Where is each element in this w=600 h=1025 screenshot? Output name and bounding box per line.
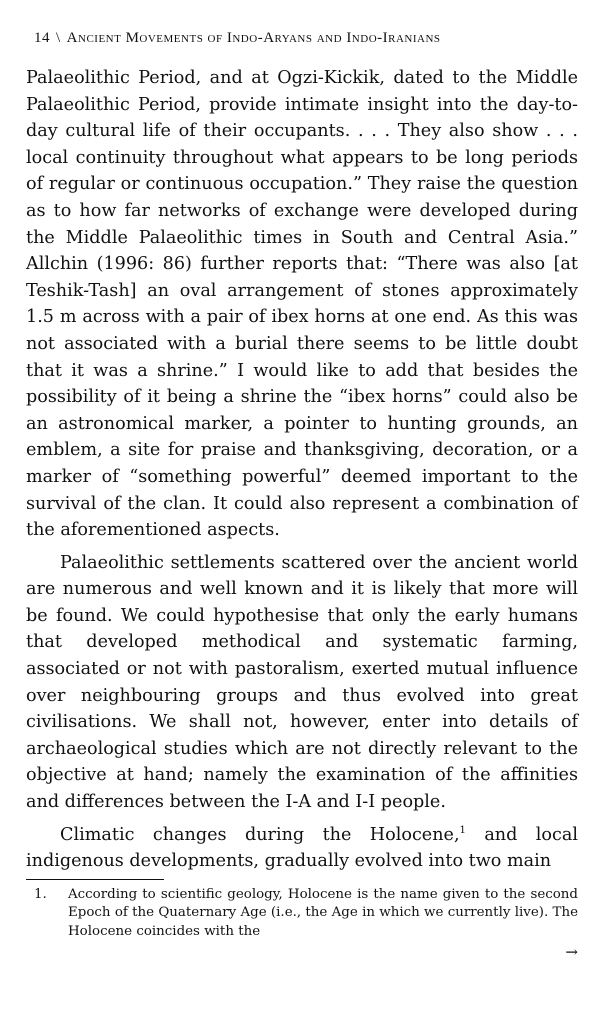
- book-page: [26, 30, 578, 961]
- page-number: 14: [34, 30, 50, 46]
- running-head: [34, 30, 578, 47]
- running-head-title: Ancient Movements of Indo-Aryans and Indo-Iranians: [66, 30, 441, 46]
- paragraph-text-before-note: Climatic changes during the Holocene,: [60, 824, 460, 845]
- footnote-number: 1.: [34, 886, 47, 902]
- paragraph-with-note: [26, 822, 578, 875]
- paragraph-continued: Palaeolithic Period, and at Ogzi-Kickik, dated to the Middle Palaeolithic Period, provide intimate insight into the day-to-day cultural life of their occupants. . . . They also show . . . local continuity throughout what appears to be long periods of regular or continuous occupation.” They raise the question as to how far networks of exchange were developed during the Middle Palaeolithic times in South and Central Asia.” Allchin (1996: 86) further reports that: “There was also [at Teshik-Tash] an oval arrangement of stones approximately 1.5 m across with a pair of ibex horns at one end. As this was not associated with a burial there seems to be little doubt that it was a shrine.” I would like to add that besides the possibility of it being a shrine the “ibex horns” could also be an astronomical marker, a pointer to hunting grounds, an emblem, a site for praise and thanksgiving, decoration, or a marker of “something powerful” deemed important to the survival of the clan. It could also represent a combination of the aforementioned aspects.: [26, 68, 578, 541]
- paragraph: Palaeolithic settlements scattered over the ancient world are numerous and well known and it is likely that more will be found. We could hypothesise that only the early humans that developed methodical and systematic farming, associated or not with pastoralism, exerted mutual influence over neighbouring groups and thus evolved into great civilisations. We shall not, however, enter into details of archaeological studies which are not directly relevant to the objective at hand; namely the examination of the affinities and differences between the I-A and I-I people.: [26, 552, 578, 813]
- paragraph-text-after-note: and local indigenous developments, gradually evolved into two main: [26, 824, 578, 872]
- footnote-text: According to scientific geology, Holocene is the name given to the second Epoch of the Quaternary Age (i.e., the Age in which we currently live). The Holocene coincides with the: [68, 886, 578, 939]
- running-head-separator: \: [56, 30, 61, 46]
- footnote: [34, 886, 578, 961]
- footnote-reference: 1: [459, 824, 466, 836]
- continuation-arrow-icon: →: [565, 942, 578, 961]
- footnote-divider: [26, 879, 164, 880]
